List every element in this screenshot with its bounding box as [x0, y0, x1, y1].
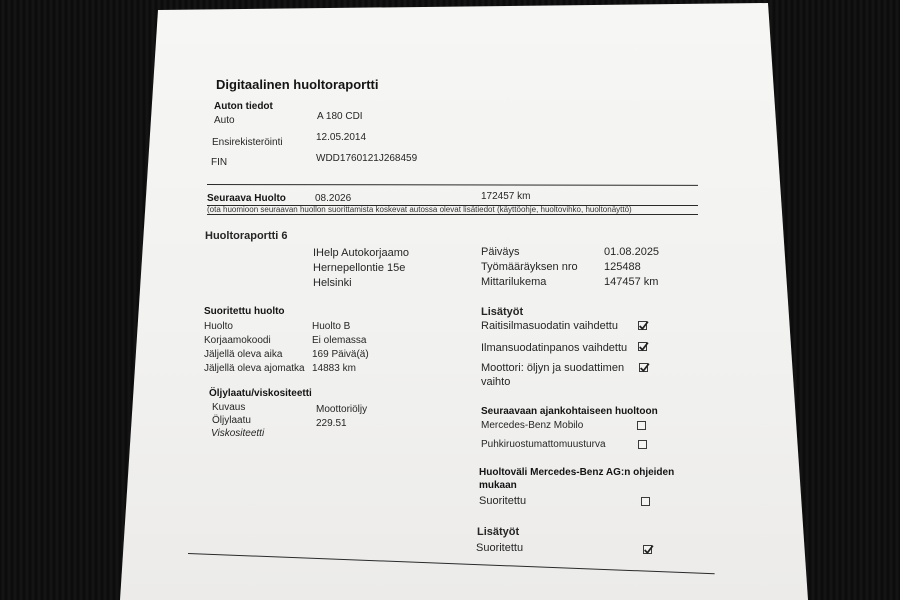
workshop-city: Helsinki: [313, 277, 352, 289]
vehicle-value: WDD1760121J268459: [316, 153, 418, 164]
performed-label: Korjaamokoodi: [204, 335, 271, 346]
checkbox[interactable]: [641, 497, 650, 506]
report-meta-value: 125488: [604, 261, 641, 273]
performed-value: Huolto B: [312, 321, 351, 332]
interval-heading: Huoltoväli Mercedes-Benz AG:n ohjeiden: [479, 467, 675, 478]
extra-work-2-heading: Lisätyöt: [477, 526, 520, 538]
vehicle-value: 12.05.2014: [316, 132, 367, 143]
checkbox[interactable]: [638, 321, 647, 330]
extra-work-item-label: vaihto: [481, 376, 511, 388]
interval-heading: mukaan: [479, 480, 517, 491]
upcoming-item-label: Mercedes-Benz Mobilo: [481, 420, 584, 431]
checkbox[interactable]: [639, 363, 648, 372]
report-heading: Huoltoraportti 6: [205, 230, 288, 242]
next-service-label: Seuraava Huolto: [207, 193, 286, 204]
upcoming-heading: Seuraavaan ajankohtaiseen huoltoon: [481, 406, 658, 417]
report-title: Digitaalinen huoltoraportti: [216, 77, 379, 92]
oil-value: 229.51: [316, 418, 347, 429]
oil-heading: Öljylaatu/viskositeetti: [209, 388, 312, 399]
vehicle-label: Ensirekisteröinti: [212, 137, 283, 148]
performed-label: Huolto: [204, 321, 233, 332]
oil-label: Viskositeetti: [211, 428, 265, 439]
vehicle-heading: Auton tiedot: [214, 101, 273, 112]
report-meta-value: 147457 km: [604, 276, 659, 288]
extra-work-item-label: Raitisilmasuodatin vaihdettu: [481, 320, 618, 332]
performed-heading: Suoritettu huolto: [204, 306, 285, 317]
vehicle-value: A 180 CDI: [317, 111, 363, 122]
workshop-name: IHelp Autokorjaamo: [313, 247, 409, 259]
divider: [207, 214, 698, 215]
report-meta-label: Päiväys: [481, 246, 520, 258]
performed-value: 14883 km: [312, 363, 356, 374]
report-meta-label: Mittarilukema: [481, 276, 547, 288]
report-meta-value: 01.08.2025: [604, 246, 660, 258]
interval-item-label: Suoritettu: [479, 495, 527, 507]
extra-work-2-item-label: Suoritettu: [476, 542, 524, 554]
performed-label: Jäljellä oleva aika: [204, 349, 283, 360]
extra-work-item-label: Moottori: öljyn ja suodattimen: [481, 362, 625, 374]
checkbox[interactable]: [637, 421, 646, 430]
next-service-note: (ota huomioon seuraavan huollon suorittamista koskevat autossa olevat lisätiedot (käyttöohje, huoltovihko, huoltonäyttö): [207, 205, 632, 214]
next-service-km: 172457 km: [481, 191, 531, 202]
next-service-date: 08.2026: [315, 193, 352, 204]
oil-label: Kuvaus: [212, 402, 246, 413]
checkbox[interactable]: [638, 440, 647, 449]
performed-label: Jäljellä oleva ajomatka: [204, 363, 305, 374]
workshop-street: Hernepellontie 15e: [313, 262, 406, 274]
extra-work-heading: Lisätyöt: [481, 306, 524, 318]
report-meta-label: Työmääräyksen nro: [481, 261, 578, 273]
upcoming-item-label: Puhkiruostumattomuusturva: [481, 439, 606, 450]
extra-work-item-label: Ilmansuodatinpanos vaihdettu: [481, 342, 628, 354]
performed-value: Ei olemassa: [312, 335, 367, 346]
checkbox[interactable]: [643, 545, 652, 554]
checkbox[interactable]: [638, 342, 647, 351]
oil-value: Moottoriöljy: [316, 404, 368, 415]
vehicle-label: Auto: [214, 115, 235, 126]
performed-value: 169 Päivä(ä): [312, 349, 369, 360]
oil-label: Öljylaatu: [212, 415, 251, 426]
vehicle-label: FIN: [211, 157, 228, 168]
